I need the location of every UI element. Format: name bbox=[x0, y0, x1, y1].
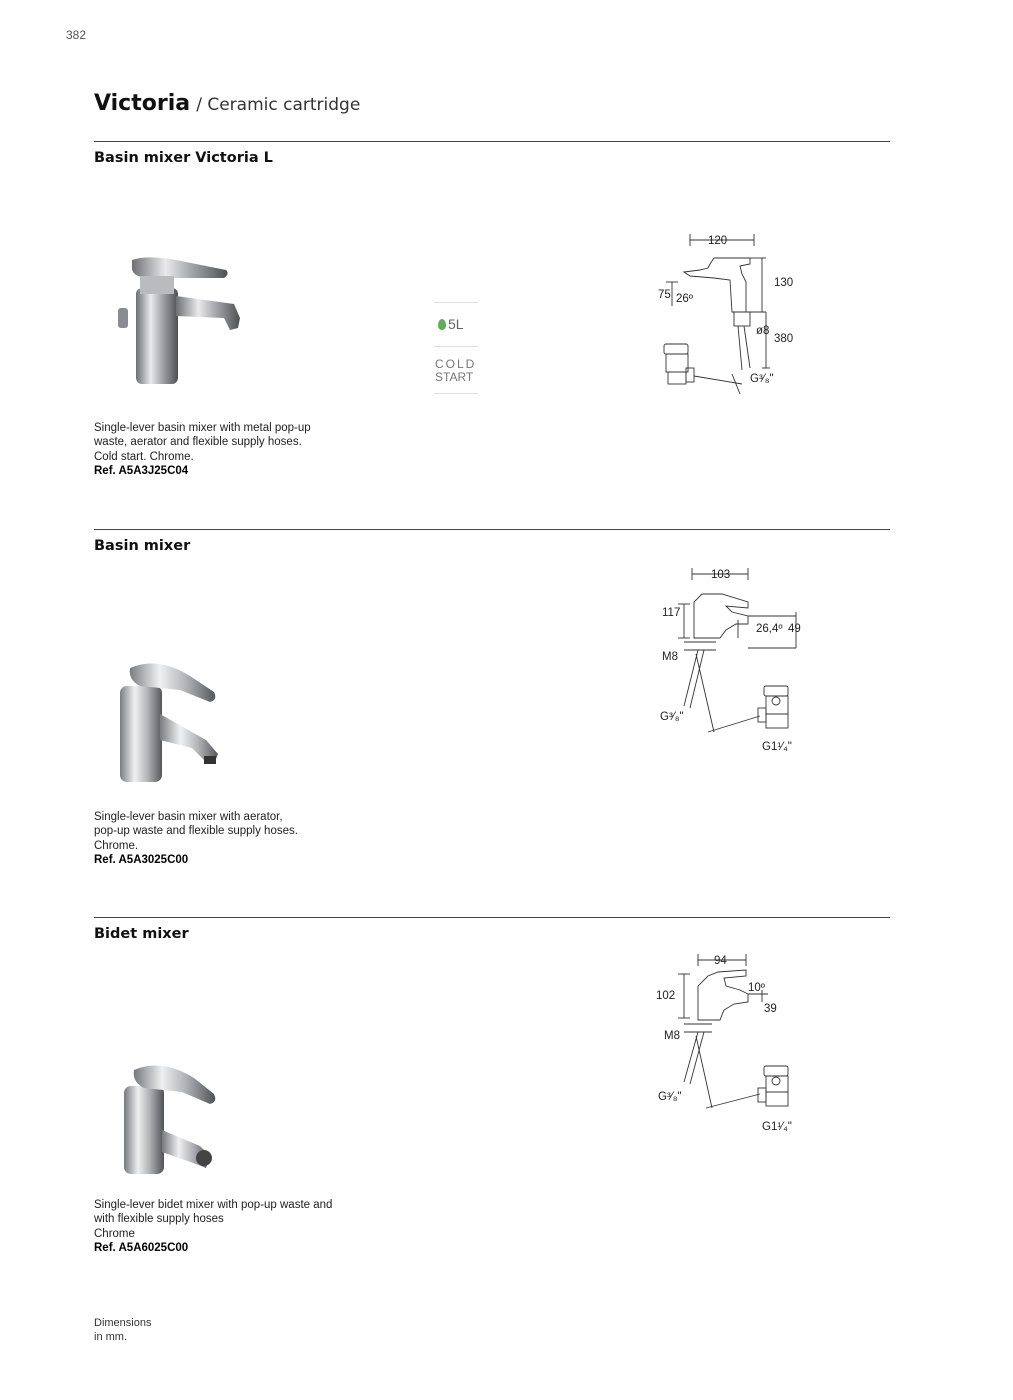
dim-angle: 26,4º bbox=[756, 623, 783, 635]
dim-angle: 26º bbox=[676, 293, 693, 305]
product-reference: Ref. A5A6025C00 bbox=[94, 1241, 189, 1254]
product-description: Single-lever bidet mixer with pop-up waste and with flexible supply hoses Chrome Ref. A5A6025C00 bbox=[94, 1199, 333, 1254]
flow-label: 5L bbox=[438, 316, 464, 332]
page-title bbox=[94, 90, 360, 116]
page-subtitle: / Ceramic cartridge bbox=[196, 95, 361, 115]
section-title: Basin mixer Victoria L bbox=[94, 150, 273, 166]
dim-bolt: M8 bbox=[664, 1030, 680, 1042]
brand-name: Victoria bbox=[94, 91, 191, 116]
dimensions-note: Dimensions in mm. bbox=[94, 1317, 152, 1343]
dim-spout: 39 bbox=[764, 1003, 777, 1015]
dim-waste: G1¹⁄₄" bbox=[762, 741, 792, 753]
start-label: START bbox=[435, 370, 474, 384]
dim-height: 117 bbox=[662, 607, 681, 619]
section-title: Bidet mixer bbox=[94, 926, 189, 942]
product-description: Single-lever basin mixer with aerator, pop-up waste and flexible supply hoses. Chrome. Ref. A5A3025C00 bbox=[94, 811, 298, 866]
product-photo-basin-mixer bbox=[110, 656, 230, 786]
dim-angle: 10º bbox=[748, 982, 765, 994]
section-divider bbox=[94, 141, 890, 142]
dim-bolt: M8 bbox=[662, 651, 678, 663]
section-title: Basin mixer bbox=[94, 538, 191, 554]
dim-thread: G³⁄₈" bbox=[660, 711, 684, 723]
dim-spout: 75 bbox=[658, 289, 671, 301]
page-number: 382 bbox=[66, 28, 87, 42]
dim-thread: G³⁄₈" bbox=[750, 373, 774, 385]
section-divider bbox=[94, 917, 890, 918]
flow-badge bbox=[434, 302, 478, 394]
product-photo-victoria-l bbox=[106, 248, 256, 388]
product-description: Single-lever basin mixer with metal pop-up waste, aerator and flexible supply hoses. Cold start. Chrome. Ref. A5A3J25C04 bbox=[94, 422, 311, 477]
technical-drawing-bidet-mixer bbox=[654, 950, 804, 1136]
dim-height: 130 bbox=[774, 277, 794, 289]
product-reference: Ref. A5A3J25C04 bbox=[94, 464, 189, 477]
technical-drawing-victoria-l bbox=[654, 228, 804, 400]
dim-hose: 380 bbox=[774, 333, 794, 345]
dim-width: 120 bbox=[708, 235, 728, 247]
cold-label: COLD bbox=[435, 357, 477, 371]
section-divider bbox=[94, 529, 890, 530]
dim-width: 103 bbox=[711, 569, 731, 581]
dim-bolt: ø8 bbox=[756, 325, 770, 337]
dim-waste: G1¹⁄₄" bbox=[762, 1121, 792, 1133]
product-reference: Ref. A5A3025C00 bbox=[94, 853, 189, 866]
dim-width: 94 bbox=[714, 955, 727, 967]
dim-height: 102 bbox=[656, 990, 676, 1002]
water-drop-icon bbox=[438, 319, 446, 330]
product-photo-bidet-mixer bbox=[114, 1060, 234, 1180]
dim-spout: 49 bbox=[788, 623, 801, 635]
dim-thread: G³⁄₈" bbox=[658, 1091, 682, 1103]
technical-drawing-basin-mixer bbox=[656, 564, 806, 754]
